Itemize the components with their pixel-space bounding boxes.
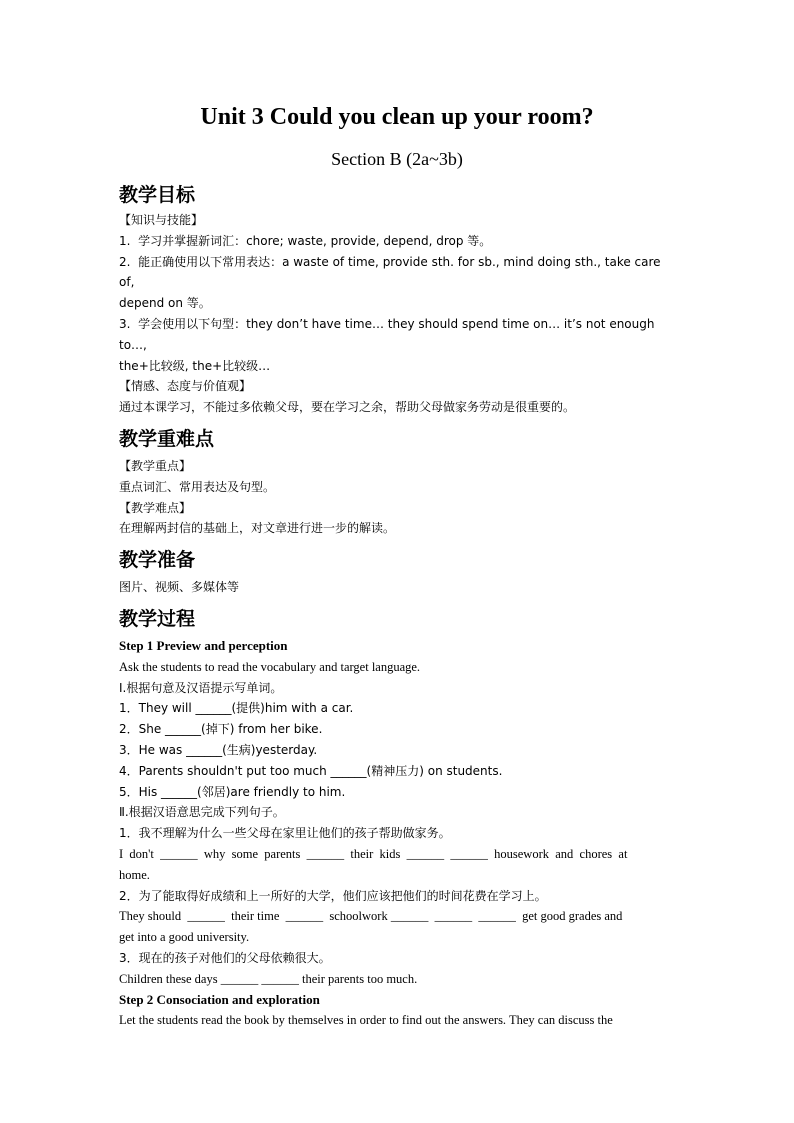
difficulty-text: 在理解两封信的基础上，对文章进行进一步的解读。 [119, 521, 396, 536]
step1-title: Step 1 Preview and perception [119, 637, 288, 653]
sentence-1-chinese: 1．我不理解为什么一些父母在家里让他们的孩子帮助做家务。 [119, 826, 451, 841]
focus-label: 【教学重点】 [119, 458, 192, 473]
part1-title: Ⅰ.根据句意及汉语提示写单词。 [119, 680, 283, 695]
sentence-3-english: Children these days ______ ______ their parents too much. [119, 971, 418, 986]
difficulty-label: 【教学难点】 [119, 500, 192, 515]
section-heading-process: 教学过程 [119, 607, 196, 630]
page-title: Unit 3 Could you clean up your room? [200, 104, 594, 130]
objective-line-2-cont: depend on 等。 [119, 296, 211, 311]
section-heading-preparation: 教学准备 [119, 549, 196, 572]
objective-line-3: 3. 学会使用以下句型：they don’t have time… they should spend time on… it’s not enough to…, [119, 316, 659, 352]
step1-intro: Ask the students to read the vocabulary and target language. [119, 659, 421, 674]
preparation-text: 图片、视频、多媒体等 [119, 580, 240, 595]
objective-line-2: 2. 能正确使用以下常用表达：a waste of time, provide sth. for sb., mind doing sth., take care of, [119, 254, 665, 290]
sentence-3-chinese: 3．现在的孩子对他们的父母依赖很大。 [119, 950, 331, 965]
section-heading-objectives: 教学目标 [119, 184, 196, 206]
objective-line-3-cont: the+比较级, the+比较级… [119, 358, 271, 373]
knowledge-label: 【知识与技能】 [119, 213, 204, 227]
document-content [119, 100, 675, 1031]
objective-line-1: 1. 学习并掌握新词汇：chore; waste, provide, depend, drop 等。 [119, 233, 492, 248]
part2-title: Ⅱ.根据汉语意思完成下列句子。 [119, 805, 285, 820]
section-heading-key-points: 教学重难点 [119, 427, 215, 450]
sentence-1-english: I don't ______ why some parents ______ their kids ______ ______ housework and chores at [119, 846, 628, 861]
exercise-item-5: 5．His ______(邻居)are friendly to him. [119, 784, 346, 799]
step2-title: Step 2 Consociation and exploration [119, 991, 320, 1007]
page-subtitle: Section B (2a~3b) [331, 149, 463, 169]
sentence-2-chinese: 2．为了能取得好成绩和上一所好的大学，他们应该把他们的时间花费在学习上。 [119, 888, 547, 903]
sentence-2-english-cont: get into a good university. [119, 930, 250, 945]
exercise-item-2: 2．She ______(掉下) from her bike. [119, 722, 323, 737]
exercise-item-4: 4．Parents shouldn't put too much ______(精神压力) on students. [119, 763, 503, 778]
sentence-1-english-cont: home. [119, 867, 150, 882]
step2-text: Let the students read the book by themselves in order to find out the answers. They can discuss the [119, 1013, 613, 1028]
focus-text: 重点词汇、常用表达及句型。 [119, 479, 276, 494]
sentence-2-english: They should ______ their time ______ schoolwork ______ ______ ______ get good grades and [119, 909, 623, 924]
exercise-item-1: 1．They will ______(提供)him with a car. [119, 701, 354, 716]
attitude-label: 【情感、态度与价值观】 [119, 379, 252, 394]
attitude-text: 通过本课学习，不能过多依赖父母，要在学习之余，帮助父母做家务劳动是很重要的。 [119, 400, 576, 415]
exercise-item-3: 3．He was ______(生病)yesterday. [119, 742, 318, 757]
